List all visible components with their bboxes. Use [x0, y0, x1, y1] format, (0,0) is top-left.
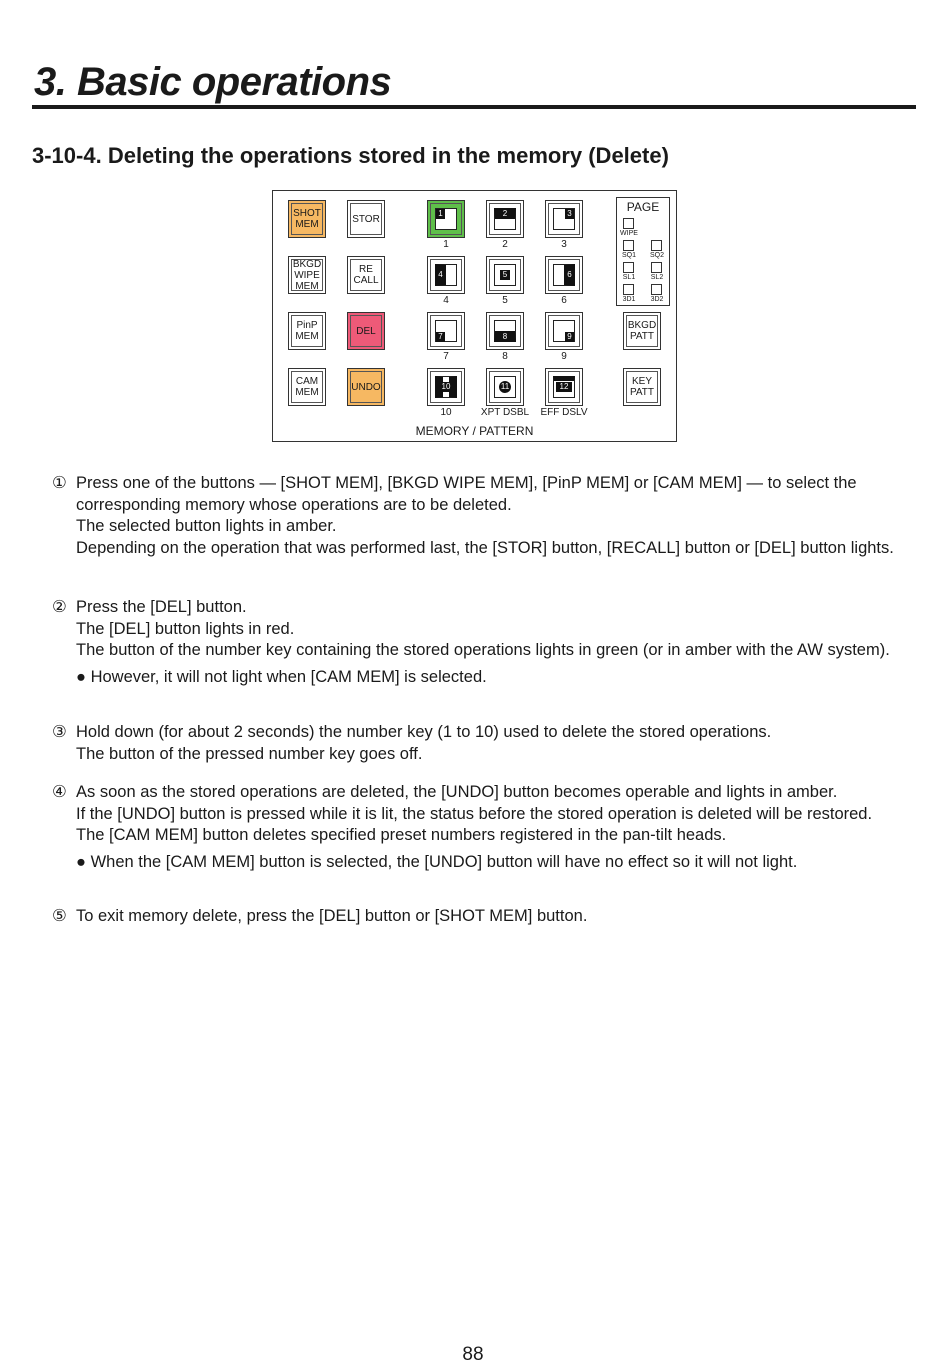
number-key-7[interactable] — [427, 312, 465, 350]
step-text: Depending on the operation that was performed last, the [STOR] button, [RECALL] button or [DEL] button lights. — [76, 538, 894, 557]
wipe-page-button[interactable] — [623, 218, 634, 229]
pinp-mem-label: PinP MEM — [295, 320, 319, 342]
number-label: 8 — [502, 351, 508, 362]
step-number: ② — [52, 598, 67, 616]
3d1-page-button[interactable] — [623, 284, 634, 295]
key-number: 10 — [441, 382, 451, 391]
step-note — [76, 852, 912, 874]
sq2-page-button[interactable] — [651, 240, 662, 251]
chapter-rule — [32, 105, 916, 109]
step-number: ⑤ — [52, 907, 67, 925]
step-text: To exit memory delete, press the [DEL] button or [SHOT MEM] button. — [76, 907, 588, 925]
bkgd-patt-button[interactable] — [623, 312, 661, 350]
stor-label: STOR — [352, 213, 380, 225]
number-label: 1 — [443, 239, 449, 250]
page-number: 88 — [462, 1344, 484, 1365]
key-number: 8 — [500, 332, 510, 342]
number-label: 7 — [443, 351, 449, 362]
step-4 — [52, 782, 912, 873]
step-5 — [52, 906, 912, 928]
number-label: 4 — [443, 295, 449, 306]
key-number: 1 — [436, 209, 445, 219]
bkgd-wipe-mem-button[interactable] — [288, 256, 326, 294]
shot-mem-button[interactable] — [288, 200, 326, 238]
undo-label: UNDO — [351, 381, 381, 393]
number-label: 6 — [561, 295, 567, 306]
sl1-page-button[interactable] — [623, 262, 634, 273]
step-text: The button of the pressed number key goes off. — [76, 744, 423, 763]
del-label: DEL — [356, 325, 376, 337]
page-item-label: SQ1 — [621, 252, 636, 259]
step-number: ① — [52, 474, 67, 492]
page-selector — [616, 197, 670, 306]
key-number: 11 — [500, 382, 510, 391]
step-1 — [52, 473, 912, 559]
bkgd-wipe-mem-label: BKGD WIPE MEM — [292, 258, 322, 292]
number-label: XPT DSBL — [480, 407, 530, 418]
number-label: 9 — [561, 351, 567, 362]
bullet-icon: ● — [76, 852, 86, 871]
number-key-1[interactable] — [427, 200, 465, 238]
step-text: The button of the number key containing the stored operations lights in green (or in amber with the AW system). — [76, 641, 890, 659]
step-text: Press the [DEL] button. — [76, 598, 247, 616]
number-label: EFF DSLV — [540, 407, 588, 418]
step-text: The selected button lights in amber. — [76, 517, 337, 535]
step-3 — [52, 722, 912, 765]
3d2-page-button[interactable] — [651, 284, 662, 295]
number-key-5[interactable] — [486, 256, 524, 294]
step-text: Hold down (for about 2 seconds) the number key (1 to 10) used to delete the stored operations. — [76, 723, 772, 741]
step-text: The [CAM MEM] button deletes specified preset numbers registered in the pan-tilt heads. — [76, 826, 727, 844]
key-number: 12 — [556, 382, 572, 392]
number-label: 3 — [561, 239, 567, 250]
number-key-6[interactable] — [545, 256, 583, 294]
step-text: Press one of the buttons — [SHOT MEM], [BKGD WIPE MEM], [PinP MEM] or [CAM MEM] — to select the corresponding memory whose operations are to be deleted. — [76, 474, 857, 514]
stor-button[interactable] — [347, 200, 385, 238]
number-label: 10 — [440, 407, 452, 418]
recall-button[interactable] — [347, 256, 385, 294]
key-number: 7 — [436, 332, 445, 342]
step-number: ④ — [52, 783, 67, 801]
number-key-10[interactable] — [427, 368, 465, 406]
page-item-label: 3D2 — [650, 296, 664, 303]
panel-caption: MEMORY / PATTERN — [415, 424, 534, 438]
key-patt-label: KEY PATT — [629, 376, 655, 398]
key-number: 2 — [500, 209, 510, 219]
page-item-label: SL2 — [650, 274, 664, 281]
page-item-label: SL1 — [622, 274, 636, 281]
bullet-icon: ● — [76, 667, 86, 686]
shot-mem-label: SHOT MEM — [293, 208, 321, 230]
key-number: 9 — [565, 332, 574, 342]
key-number: 6 — [565, 270, 574, 280]
note-text: However, it will not light when [CAM MEM] is selected. — [90, 667, 487, 686]
undo-button[interactable] — [347, 368, 385, 406]
number-label: 2 — [502, 239, 508, 250]
number-label: 5 — [502, 295, 508, 306]
page-title: PAGE — [626, 200, 660, 214]
step-text: As soon as the stored operations are deleted, the [UNDO] button becomes operable and lights in amber. — [76, 783, 838, 801]
number-key-8[interactable] — [486, 312, 524, 350]
recall-label: RE CALL — [353, 264, 379, 286]
xpt-dsbl-key[interactable] — [486, 368, 524, 406]
key-number: 3 — [565, 209, 574, 219]
number-key-9[interactable] — [545, 312, 583, 350]
sl2-page-button[interactable] — [651, 262, 662, 273]
number-key-3[interactable] — [545, 200, 583, 238]
step-text: The [DEL] button lights in red. — [76, 619, 295, 638]
bkgd-patt-label: BKGD PATT — [627, 320, 657, 342]
cam-mem-button[interactable] — [288, 368, 326, 406]
step-number: ③ — [52, 723, 67, 741]
key-number: 5 — [500, 270, 510, 280]
number-key-4[interactable] — [427, 256, 465, 294]
memory-pattern-panel — [272, 190, 677, 442]
eff-dslv-key[interactable] — [545, 368, 583, 406]
key-number: 4 — [436, 270, 445, 280]
del-button[interactable] — [347, 312, 385, 350]
step-note — [76, 667, 912, 689]
key-patt-button[interactable] — [623, 368, 661, 406]
step-2 — [52, 597, 912, 688]
page-item-label: 3D1 — [622, 296, 636, 303]
section-title: 3-10-4. Deleting the operations stored in the memory (Delete) — [32, 143, 669, 168]
note-text: When the [CAM MEM] button is selected, the [UNDO] button will have no effect so it will not light. — [90, 852, 798, 871]
step-text: If the [UNDO] button is pressed while it is lit, the status before the stored operation is deleted will be restored. — [76, 804, 873, 823]
sq1-page-button[interactable] — [623, 240, 634, 251]
number-key-2[interactable] — [486, 200, 524, 238]
page-item-label: WIPE — [620, 230, 638, 237]
chapter-title: 3. Basic operations — [34, 60, 392, 104]
pinp-mem-button[interactable] — [288, 312, 326, 350]
cam-mem-label: CAM MEM — [295, 376, 319, 398]
page-item-label: SQ2 — [649, 252, 664, 259]
